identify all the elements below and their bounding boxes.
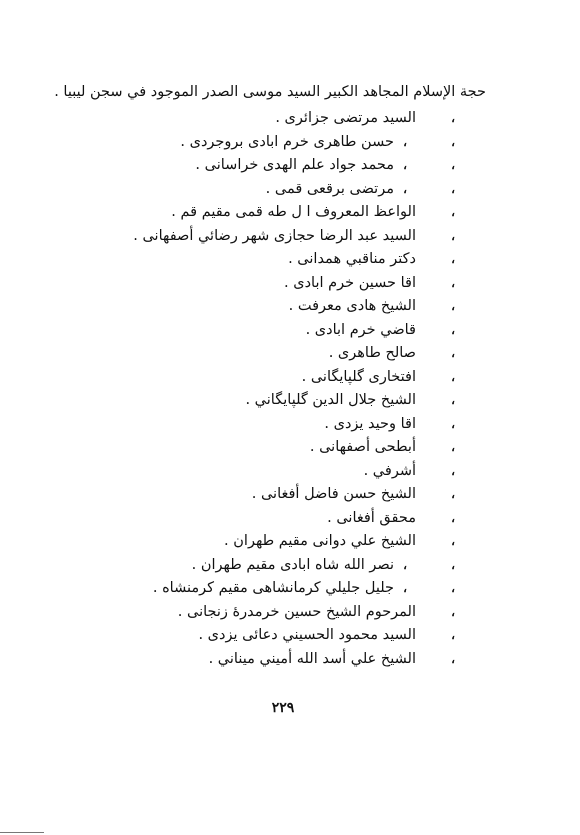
list-item [0, 436, 580, 460]
list-heading: حجة الإسلام المجاهد الكبير السيد موسى الصدر الموجود في سجن ليبيا . [54, 84, 486, 100]
list-item [0, 460, 580, 484]
bullet-mark: ، [451, 510, 455, 525]
sub-bullet-mark: ، [403, 134, 407, 149]
list-item [0, 413, 580, 437]
entry-text: الواعظ المعروف ا ل طه قمى مقيم قم . [171, 204, 416, 220]
list-item [0, 248, 580, 272]
list-item [0, 483, 580, 507]
bullet-mark: ، [451, 557, 455, 572]
list-item [0, 342, 580, 366]
bullet-mark: ، [451, 134, 455, 149]
entry-text: صالح طاهرى . [328, 345, 416, 361]
entry-text: المرحوم الشيخ حسين خرمدرهٔ زنجانى . [177, 603, 416, 620]
entry-text: قاضي خرم ابادى . [305, 321, 416, 338]
list-item [0, 530, 580, 554]
entry-text: محمد جواد علم الهدى خراسانى . [195, 157, 394, 173]
bullet-mark: ، [451, 651, 455, 666]
list-item [0, 154, 580, 178]
names-list [0, 107, 580, 671]
bullet-mark: ، [451, 369, 455, 384]
bullet-mark: ، [451, 111, 455, 125]
list-item [0, 601, 580, 625]
list-item [0, 201, 580, 225]
entry-text: اقا وحيد يزدى . [324, 415, 416, 432]
bullet-mark: ، [451, 393, 455, 407]
entry-text: دكتر مناقبي همدانى . [288, 251, 416, 267]
sub-bullet-mark: ، [403, 158, 407, 172]
list-item [0, 366, 580, 390]
entry-text: الشيخ جلال الدين گلپايگاني . [245, 392, 416, 408]
entry-text: الشيخ حسن فاضل أفغانى . [251, 486, 416, 502]
bullet-mark: ، [451, 275, 455, 290]
entry-text: أبطحى أصفهانى . [309, 439, 416, 455]
bullet-mark: ، [451, 228, 455, 243]
entry-text: الشيخ هادى معرفت . [288, 298, 416, 314]
bullet-mark: ، [451, 181, 455, 196]
list-item [0, 107, 580, 131]
bullet-mark: ، [451, 440, 455, 454]
entry-text: افتخارى گلپايگانى . [301, 368, 416, 385]
bullet-mark: ، [451, 416, 455, 431]
bullet-mark: ، [451, 581, 455, 595]
sub-bullet-mark: ، [403, 557, 407, 572]
list-item [0, 507, 580, 531]
list-item [0, 131, 580, 155]
bullet-mark: ، [451, 205, 455, 219]
bullet-mark: ، [451, 346, 455, 360]
entry-text: السيد عبد الرضا حجازى شهر رضائي أصفهانى . [133, 227, 416, 244]
list-item [0, 319, 580, 343]
entry-text: الشيخ علي أسد الله أميني ميناني . [208, 650, 416, 667]
list-item [0, 577, 580, 601]
list-item [0, 225, 580, 249]
bullet-mark: ، [451, 628, 455, 642]
bullet-mark: ، [451, 534, 455, 548]
sub-bullet-mark: ، [403, 181, 407, 196]
list-item [0, 295, 580, 319]
bullet-mark: ، [451, 487, 455, 501]
entry-text: حسن طاهرى خرم ابادى بروجردى . [180, 133, 394, 150]
bullet-mark: ، [451, 463, 455, 478]
entry-text: أشرفي . [363, 462, 416, 479]
sub-bullet-mark: ، [403, 581, 407, 595]
entry-text: محقق أفغانى . [327, 509, 416, 526]
list-item [0, 624, 580, 648]
entry-text: السيد محمود الحسيني دعائى يزدى . [198, 627, 416, 643]
entry-text: مرتضى برقعى قمى . [265, 180, 394, 197]
list-item [0, 178, 580, 202]
bullet-mark: ، [451, 252, 455, 266]
list-item [0, 389, 580, 413]
bullet-mark: ، [451, 299, 455, 313]
list-item [0, 272, 580, 296]
entry-text: الشيخ علي دوانى مقيم طهران . [224, 533, 416, 549]
footer-rule [0, 832, 44, 833]
bullet-mark: ، [451, 322, 455, 337]
entry-text: نصر الله شاه ابادى مقيم طهران . [191, 556, 394, 573]
entry-text: جليل جليلي كرمانشاهى مقيم كرمنشاه . [152, 580, 394, 596]
list-item [0, 648, 580, 672]
bullet-mark: ، [451, 604, 455, 619]
page-number: ٢٢٩ [271, 700, 295, 716]
bullet-mark: ، [451, 158, 455, 172]
entry-text: اقا حسين خرم ابادى . [284, 274, 416, 291]
list-item [0, 554, 580, 578]
entry-text: السيد مرتضى جزائرى . [275, 110, 416, 126]
